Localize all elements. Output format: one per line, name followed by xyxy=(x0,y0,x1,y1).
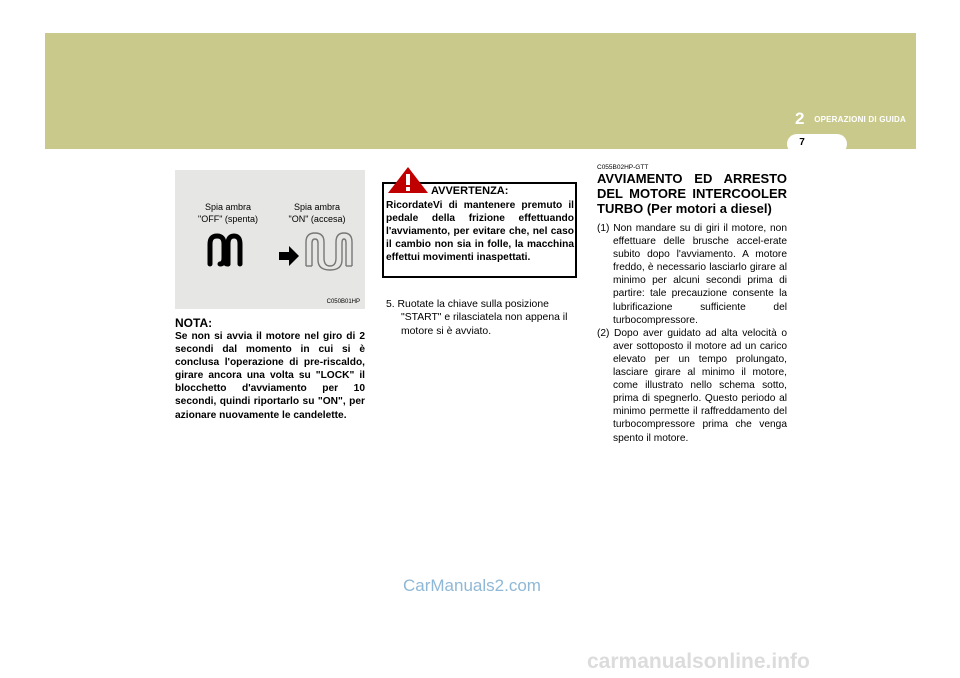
note-block xyxy=(175,316,365,422)
glow-plug-illustration xyxy=(175,170,365,309)
off-label-line1: Spia ambra xyxy=(204,202,252,212)
glow-plug-off-icon xyxy=(210,236,240,264)
watermark-link[interactable]: CarManuals2.com xyxy=(403,576,541,595)
section-label: OPERAZIONI DI GUIDA xyxy=(814,115,906,124)
section-number: 2 xyxy=(795,109,805,128)
off-label-line2: "OFF" (spenta) xyxy=(198,214,258,224)
step-5-line2: "START" e rilasciatela non appena il motore si è avviato. xyxy=(401,312,568,337)
section-heading: AVVIAMENTO ED ARRESTO DEL MOTORE INTERCOOLER TURBO (Per motori a diesel) xyxy=(597,171,787,216)
note-title: NOTA: xyxy=(175,316,213,330)
page-number: 7 xyxy=(799,137,805,148)
section-code: C055B02HP-GTT xyxy=(597,164,649,171)
warning-triangle-icon xyxy=(385,165,431,195)
list-item: (1) Non mandare su di giri il motore, non effettuare delle brusche accel-erate subito dopo l'avviamento. A motore freddo, è necessario lasciarlo girare al minimo per alcuni secondi prima di partire: tale precauzione consente la lubrificazione sufficiente del turbocompressore. xyxy=(597,223,787,326)
step-5-line1: 5. Ruotate la chiave sulla posizione xyxy=(386,299,549,310)
on-label-line2: "ON" (accesa) xyxy=(288,214,346,224)
glow-plug-on-icon xyxy=(306,233,352,270)
arrow-right-icon xyxy=(279,246,299,266)
glow-indicator-figure xyxy=(175,170,365,309)
header-band xyxy=(45,33,916,149)
list-item: (2) Dopo aver guidato ad alta velocità o aver sottoposto il motore ad un carico elevato per un tempo prolungato, lasciare girare al minimo il motore, come illustrato nello schema sotto, prima di spegnerlo. Questo periodo al minimo permette il raffreddamento del turbocompressore prima che venga spento il motore. xyxy=(597,327,787,444)
note-text: Se non si avvia il motore nel giro di 2 secondi dal momento in cui si è conclusa l'operazione di pre-riscaldo, girare ancora una volta su "LOCK" il blocchetto d'avviamento per 10 secondi, quindi riportarlo su "ON", per azionare nuovamente le candelette. xyxy=(175,331,365,421)
warning-title: AVVERTENZA: xyxy=(431,185,509,197)
watermark-text: carmanualsonline.info xyxy=(587,650,810,673)
on-label-line1: Spia ambra xyxy=(293,202,341,212)
figure-code: C050B01HP xyxy=(326,299,360,305)
step-5 xyxy=(386,298,576,338)
warning-text: RicordateVi di mantenere premuto il pedale della frizione effettuando l'avviamento, per evitare che, nel caso il cambio non sia in folle, la macchina effettui movimenti inaspettati. xyxy=(386,200,574,263)
instruction-list xyxy=(597,222,787,445)
